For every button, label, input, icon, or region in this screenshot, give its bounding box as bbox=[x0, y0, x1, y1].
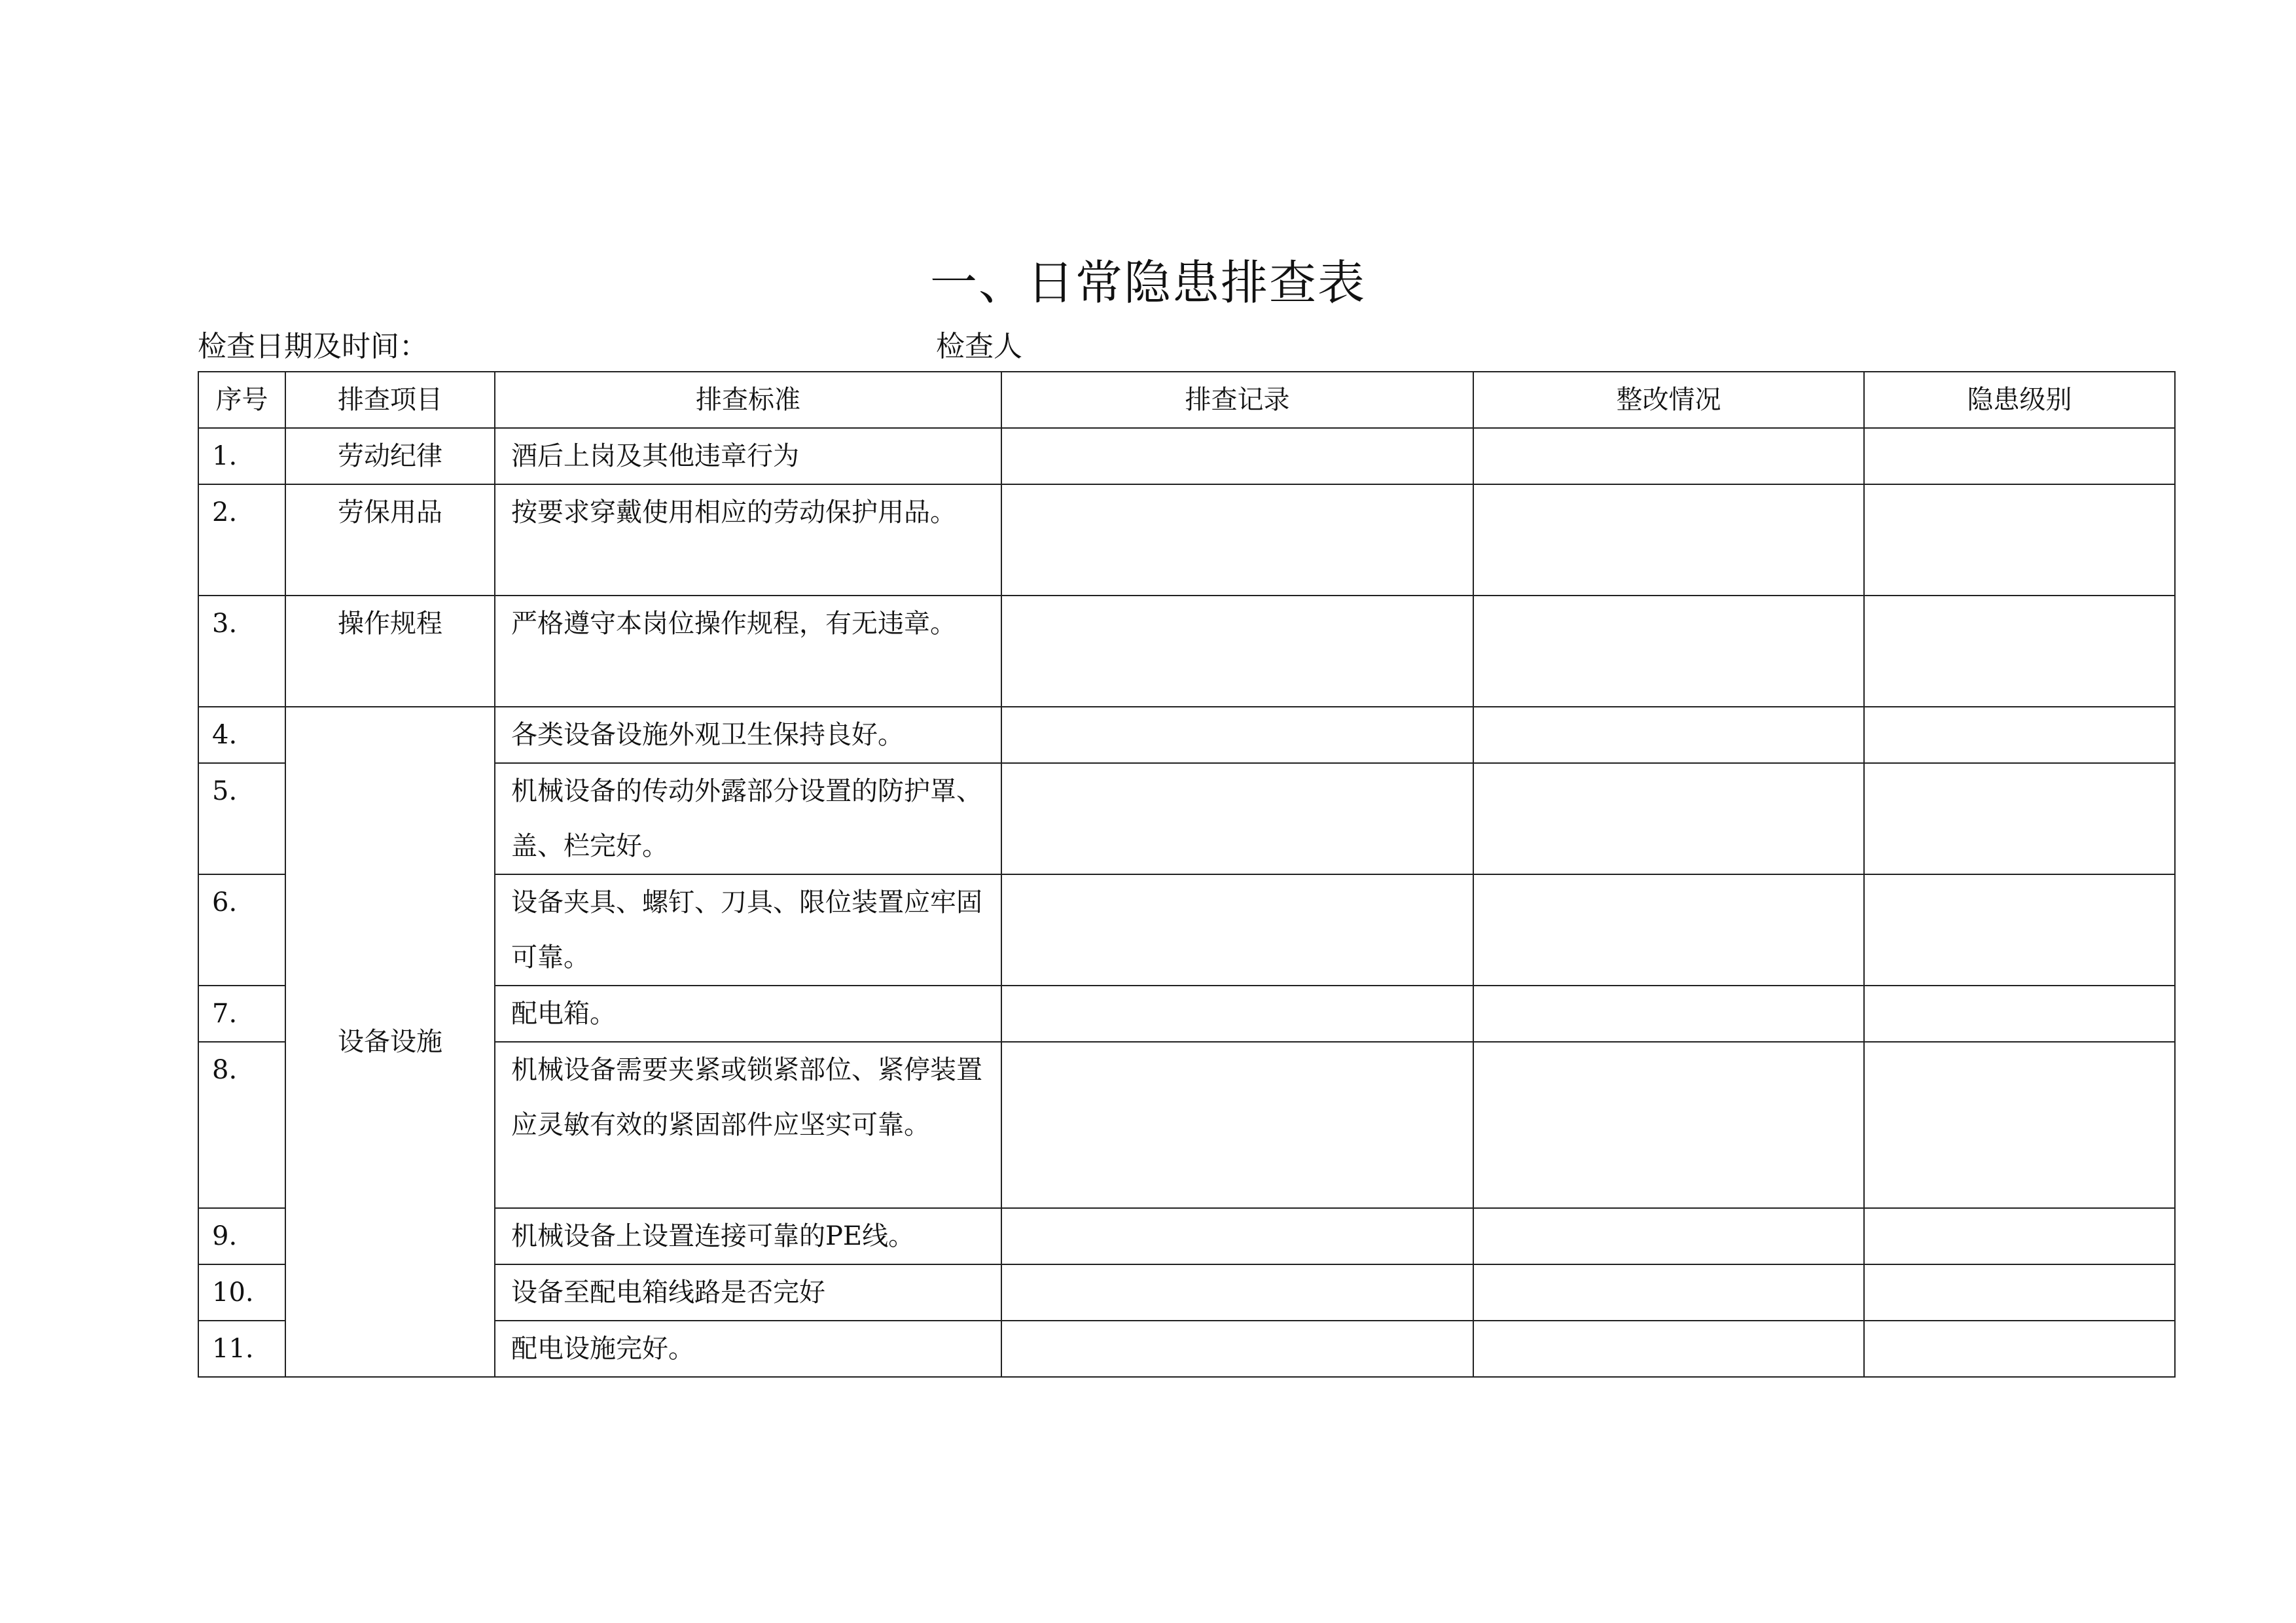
row-standard: 严格遵守本岗位操作规程，有无违章。 bbox=[495, 596, 1001, 707]
header-level: 隐患级别 bbox=[1864, 372, 2175, 428]
level-cell[interactable] bbox=[1864, 1208, 2175, 1264]
level-cell[interactable] bbox=[1864, 1264, 2175, 1321]
rectification-cell[interactable] bbox=[1473, 707, 1864, 763]
record-cell[interactable] bbox=[1001, 707, 1473, 763]
row-no: 6. bbox=[198, 874, 285, 986]
row-standard: 按要求穿戴使用相应的劳动保护用品。 bbox=[495, 484, 1001, 596]
record-cell[interactable] bbox=[1001, 596, 1473, 707]
rectification-cell[interactable] bbox=[1473, 1208, 1864, 1264]
level-cell[interactable] bbox=[1864, 763, 2175, 874]
rectification-cell[interactable] bbox=[1473, 484, 1864, 596]
row-no: 7. bbox=[198, 986, 285, 1042]
level-cell[interactable] bbox=[1864, 1042, 2175, 1208]
table-row bbox=[198, 763, 2175, 874]
row-no: 11. bbox=[198, 1321, 285, 1377]
row-no: 4. bbox=[198, 707, 285, 763]
level-cell[interactable] bbox=[1864, 596, 2175, 707]
record-cell[interactable] bbox=[1001, 428, 1473, 484]
table-row bbox=[198, 1264, 2175, 1321]
row-standard: 各类设备设施外观卫生保持良好。 bbox=[495, 707, 1001, 763]
row-standard: 机械设备需要夹紧或锁紧部位、紧停装置应灵敏有效的紧固部件应坚实可靠。 bbox=[495, 1042, 1001, 1208]
row-item: 劳动纪律 bbox=[285, 428, 495, 484]
rectification-cell[interactable] bbox=[1473, 1264, 1864, 1321]
table-row bbox=[198, 707, 2175, 763]
rectification-cell[interactable] bbox=[1473, 763, 1864, 874]
row-no: 8. bbox=[198, 1042, 285, 1208]
record-cell[interactable] bbox=[1001, 1208, 1473, 1264]
level-cell[interactable] bbox=[1864, 484, 2175, 596]
header-no: 序号 bbox=[198, 372, 285, 428]
row-no: 9. bbox=[198, 1208, 285, 1264]
hazard-check-table bbox=[198, 371, 2176, 1378]
row-no: 2. bbox=[198, 484, 285, 596]
table-header-row bbox=[198, 372, 2175, 428]
table-row bbox=[198, 1042, 2175, 1208]
inspector-label: 检查人 bbox=[936, 330, 1022, 363]
header-item: 排查项目 bbox=[285, 372, 495, 428]
row-no: 5. bbox=[198, 763, 285, 874]
header-record: 排查记录 bbox=[1001, 372, 1473, 428]
record-cell[interactable] bbox=[1001, 763, 1473, 874]
document-title: 一、日常隐患排查表 bbox=[929, 255, 1366, 310]
record-cell[interactable] bbox=[1001, 1321, 1473, 1377]
row-standard: 机械设备上设置连接可靠的PE线。 bbox=[495, 1208, 1001, 1264]
row-no: 10. bbox=[198, 1264, 285, 1321]
row-standard: 配电箱。 bbox=[495, 986, 1001, 1042]
inspection-date-label: 检查日期及时间： bbox=[198, 330, 428, 363]
level-cell[interactable] bbox=[1864, 874, 2175, 986]
rectification-cell[interactable] bbox=[1473, 596, 1864, 707]
record-cell[interactable] bbox=[1001, 484, 1473, 596]
header-standard: 排查标准 bbox=[495, 372, 1001, 428]
record-cell[interactable] bbox=[1001, 1264, 1473, 1321]
table-row bbox=[198, 484, 2175, 596]
table-row bbox=[198, 1208, 2175, 1264]
table-row bbox=[198, 428, 2175, 484]
table-row bbox=[198, 874, 2175, 986]
row-standard: 配电设施完好。 bbox=[495, 1321, 1001, 1377]
record-cell[interactable] bbox=[1001, 1042, 1473, 1208]
level-cell[interactable] bbox=[1864, 986, 2175, 1042]
level-cell[interactable] bbox=[1864, 707, 2175, 763]
row-item: 操作规程 bbox=[285, 596, 495, 707]
row-no: 1. bbox=[198, 428, 285, 484]
table-row bbox=[198, 1321, 2175, 1377]
row-standard: 机械设备的传动外露部分设置的防护罩、盖、栏完好。 bbox=[495, 763, 1001, 874]
rectification-cell[interactable] bbox=[1473, 874, 1864, 986]
header-rectification: 整改情况 bbox=[1473, 372, 1864, 428]
table-row bbox=[198, 986, 2175, 1042]
rectification-cell[interactable] bbox=[1473, 428, 1864, 484]
rectification-cell[interactable] bbox=[1473, 986, 1864, 1042]
row-item: 劳保用品 bbox=[285, 484, 495, 596]
record-cell[interactable] bbox=[1001, 874, 1473, 986]
row-no: 3. bbox=[198, 596, 285, 707]
table-row bbox=[198, 596, 2175, 707]
level-cell[interactable] bbox=[1864, 1321, 2175, 1377]
rectification-cell[interactable] bbox=[1473, 1321, 1864, 1377]
level-cell[interactable] bbox=[1864, 428, 2175, 484]
row-standard: 酒后上岗及其他违章行为 bbox=[495, 428, 1001, 484]
row-standard: 设备至配电箱线路是否完好 bbox=[495, 1264, 1001, 1321]
row-standard: 设备夹具、螺钉、刀具、限位装置应牢固可靠。 bbox=[495, 874, 1001, 986]
row-item-merged: 设备设施 bbox=[285, 707, 495, 1377]
record-cell[interactable] bbox=[1001, 986, 1473, 1042]
rectification-cell[interactable] bbox=[1473, 1042, 1864, 1208]
